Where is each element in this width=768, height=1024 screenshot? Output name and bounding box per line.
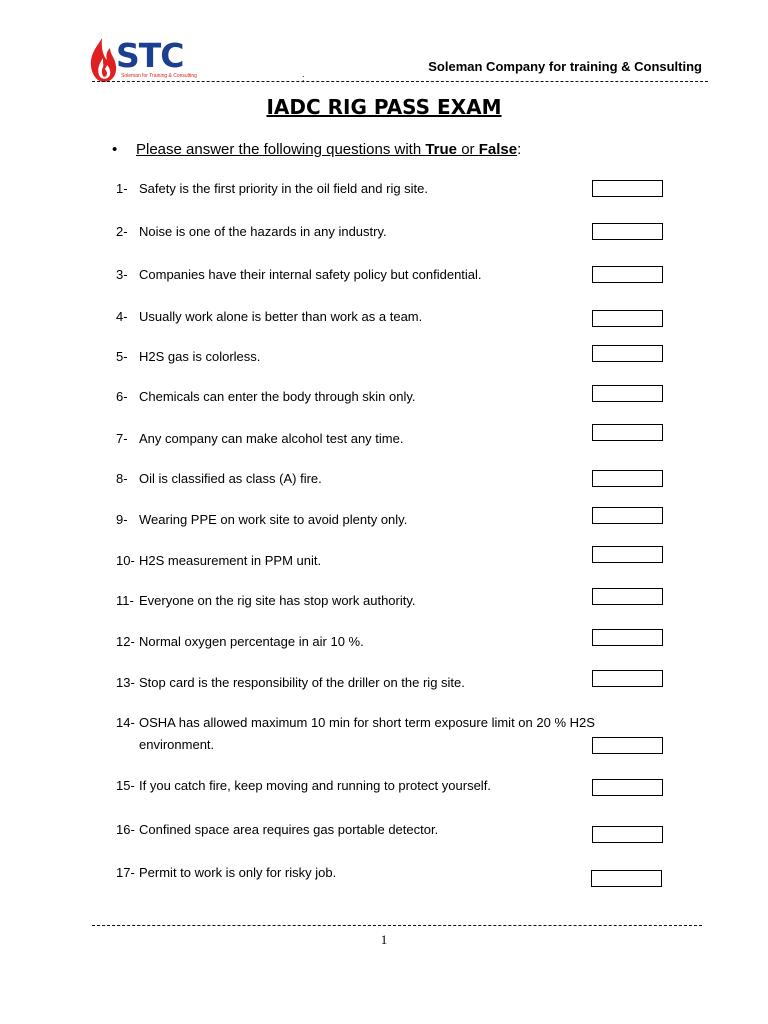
question-item — [116, 178, 428, 200]
logo-subtext: Soleman for Training & Consulting — [121, 73, 197, 79]
question-text-continued: environment. — [139, 737, 215, 752]
answer-box-15[interactable] — [592, 779, 663, 796]
instruction — [112, 141, 521, 158]
question-number: 16- — [116, 822, 135, 837]
answer-box-5[interactable] — [592, 345, 663, 362]
question-item — [116, 775, 491, 797]
page-number: 1 — [380, 932, 388, 947]
question-number: 13- — [116, 675, 135, 690]
question-item — [116, 221, 387, 243]
true-word: True — [425, 141, 458, 158]
question-item — [116, 306, 422, 328]
question-text: Stop card is the responsibility of the driller on the rig site. — [139, 675, 465, 690]
question-item — [116, 509, 407, 531]
answer-box-13[interactable] — [592, 670, 663, 687]
answer-box-8[interactable] — [592, 470, 663, 487]
question-text: Safety is the first priority in the oil field and rig site. — [139, 181, 429, 196]
question-number: 4- — [116, 309, 128, 324]
answer-box-3[interactable] — [592, 266, 663, 283]
question-item — [116, 264, 482, 286]
answer-box-1[interactable] — [592, 180, 663, 197]
question-text: Any company can make alcohol test any time. — [139, 431, 404, 446]
bullet-icon: • — [112, 141, 118, 158]
question-text: H2S gas is colorless. — [139, 349, 261, 364]
question-item — [116, 631, 364, 653]
answer-box-11[interactable] — [592, 588, 663, 605]
question-number: 17- — [116, 865, 135, 880]
question-item — [116, 672, 465, 694]
question-number: 11- — [116, 593, 134, 608]
flame-icon — [88, 36, 118, 84]
title-text: IADC RIG PASS EXAM — [266, 95, 502, 119]
question-text: If you catch fire, keep moving and running to protect yourself. — [139, 778, 491, 793]
question-text: H2S measurement in PPM unit. — [139, 553, 322, 568]
question-number: 15- — [116, 778, 135, 793]
header-tick: ; — [302, 73, 305, 83]
stc-logo — [88, 36, 198, 84]
question-item — [116, 862, 336, 884]
question-text: Wearing PPE on work site to avoid plenty only. — [139, 512, 408, 527]
answer-box-4[interactable] — [592, 310, 663, 327]
question-item — [116, 468, 322, 490]
question-text: Normal oxygen percentage in air 10 %. — [139, 634, 364, 649]
footer-divider — [92, 925, 702, 926]
question-item — [116, 819, 438, 841]
question-number: 14- — [116, 715, 135, 730]
question-item — [116, 386, 416, 408]
question-item — [116, 346, 260, 368]
answer-box-17[interactable] — [591, 870, 662, 887]
answer-box-7[interactable] — [592, 424, 663, 441]
question-number: 7- — [116, 431, 128, 446]
question-text: Chemicals can enter the body through skin only. — [139, 389, 416, 404]
answer-box-12[interactable] — [592, 629, 663, 646]
question-text: Usually work alone is better than work as a team. — [139, 309, 423, 324]
question-text: Oil is classified as class (A) fire. — [139, 471, 322, 486]
header-divider — [92, 81, 708, 82]
question-text: Companies have their internal safety policy but confidential. — [139, 267, 482, 282]
question-item — [116, 590, 416, 612]
question-number: 3- — [116, 267, 128, 282]
question-item — [116, 712, 595, 756]
question-number: 12- — [116, 634, 135, 649]
question-number: 10- — [116, 553, 135, 568]
question-text: Noise is one of the hazards in any industry. — [139, 224, 387, 239]
question-number: 1- — [116, 181, 128, 196]
question-text: Permit to work is only for risky job. — [139, 865, 337, 880]
answer-box-10[interactable] — [592, 546, 663, 563]
answer-box-9[interactable] — [592, 507, 663, 524]
question-number: 8- — [116, 471, 128, 486]
company-name: Soleman Company for training & Consulting — [428, 59, 702, 74]
question-item — [116, 550, 321, 572]
instruction-text — [136, 141, 517, 158]
instruction-suffix: : — [517, 141, 522, 158]
question-text: Confined space area requires gas portable detector. — [139, 822, 439, 837]
logo-text: STC — [116, 36, 184, 75]
question-item — [116, 428, 403, 450]
or-word: or — [457, 141, 479, 158]
answer-box-14[interactable] — [592, 737, 663, 754]
answer-box-16[interactable] — [592, 826, 663, 843]
question-number: 2- — [116, 224, 128, 239]
question-number: 5- — [116, 349, 128, 364]
false-word: False — [478, 141, 518, 158]
question-text: OSHA has allowed maximum 10 min for short term exposure limit on 20 % H2S — [139, 715, 595, 730]
page-title — [0, 95, 768, 119]
question-number: 6- — [116, 389, 128, 404]
instruction-prefix: Please answer the following questions with — [136, 141, 426, 158]
question-text: Everyone on the rig site has stop work authority. — [139, 593, 416, 608]
answer-box-6[interactable] — [592, 385, 663, 402]
question-number: 9- — [116, 512, 128, 527]
answer-box-2[interactable] — [592, 223, 663, 240]
